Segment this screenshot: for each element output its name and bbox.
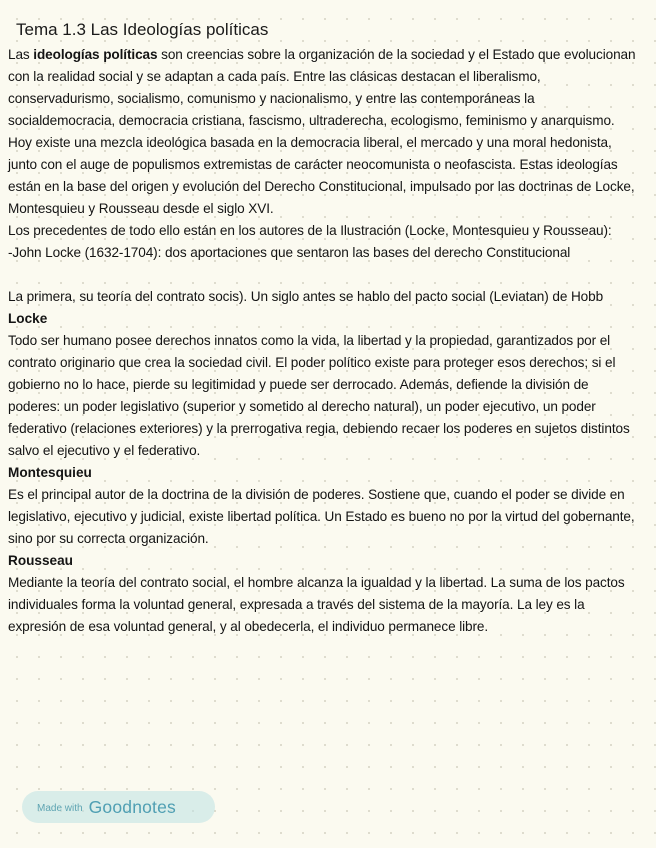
paragraph-contract: La primera, su teoría del contrato socis). Un siglo antes se hablo del pacto social (Leviatan) de Hobb xyxy=(8,289,604,304)
spacer xyxy=(8,264,644,286)
paragraph-mixed-ideology: Hoy existe una mezcla ideológica basada en la democracia liberal, el mercado y una moral hedonista, junto con el auge de populismos extremistas de carácter neocomunista o neofascista. Estas ideologías están en la base del origen y evolución del Derecho Constitucional, impulsado por las doctrinas de Locke, Montesquieu y Rousseau desde el siglo XVI. xyxy=(8,135,635,216)
goodnotes-logo: Goodnotes xyxy=(88,796,176,817)
locke-heading: Locke xyxy=(8,311,48,326)
document-page xyxy=(8,18,644,638)
intro-paragraph: Las ideologías políticas son creencias sobre la organización de la sociedad y el Estado que evolucionan con la realidad social y se adaptan a cada país. Entre las clásicas destacan el liberalismo, conservadurismo, socialismo, comunismo y nacionalismo, y entre las contemporáneas la socialdemocracia, democracia cristiana, fascismo, ultraderecha, ecologismo, feminismo y anarquismo. xyxy=(8,47,636,128)
ideologias-term: ideologías políticas xyxy=(33,47,158,62)
paragraph-precedents: Los precedentes de todo ello están en los autores de la Ilustración (Locke, Montesquieu y Rousseau): xyxy=(8,223,612,238)
badge-made-with: Made with xyxy=(37,802,83,814)
montesquieu-text: Es el principal autor de la doctrina de la división de poderes. Sostiene que, cuando el poder se divide en legislativo, ejecutivo y judicial, existe libertad política. Un Estado es bueno no por la virtud del gobernante, sino por su correcta organización. xyxy=(8,487,635,546)
locke-text: Todo ser humano posee derechos innatos como la vida, la libertad y la propiedad, garantizados por el contrato originario que crea la sociedad civil. El poder político existe para proteger esos derechos; si el gobierno no lo hace, pierde su legitimidad y puede ser derrocado. Además, defiende la división de poderes: un poder legislativo (superior y sometido al derecho natural), un poder ejecutivo, un poder federativo (relaciones exteriores) y la prerrogativa regia, debiendo recaer los poderes en sujetos distintos salvo el ejecutivo y el federativo. xyxy=(8,333,630,458)
paragraph-john-locke: -John Locke (1632-1704): dos aportaciones que sentaron las bases del derecho Constitucional xyxy=(8,245,571,260)
montesquieu-heading: Montesquieu xyxy=(8,465,92,480)
rousseau-text: Mediante la teoría del contrato social, el hombre alcanza la igualdad y la libertad. La suma de los pactos individuales forma la voluntad general, expresada a través del sistema de la mayoría. La ley es la expresión de esa voluntad general, y al obedecerla, el individuo permanece libre. xyxy=(8,575,625,634)
page-title: Tema 1.3 Las Ideologías políticas xyxy=(16,20,269,39)
goodnotes-badge[interactable] xyxy=(22,791,215,823)
rousseau-heading: Rousseau xyxy=(8,553,73,568)
